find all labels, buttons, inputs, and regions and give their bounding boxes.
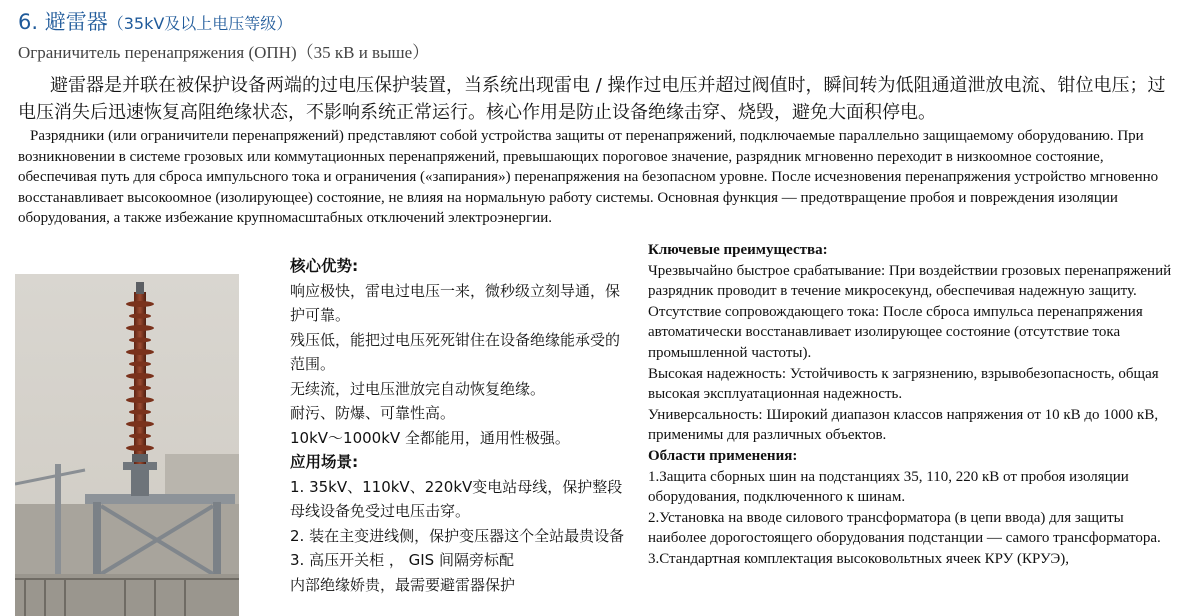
cn-advantage-item: 响应极快，雷电过电压一来，微秒级立刻导通，保护可靠。: [290, 281, 621, 324]
cn-advantage-item: 无续流，过电压泄放完自动恢复绝缘。: [290, 379, 546, 398]
cn-application-item: 3. 高压开关柜 ， GIS 间隔旁标配: [290, 551, 514, 569]
cn-advantage-item: 残压低，能把过电压死死钳住在设备绝缘能承受的范围。: [290, 330, 621, 373]
section-title: [18, 6, 292, 36]
surge-arrester-photo: [15, 274, 239, 616]
cn-advantages-heading: 核心优势:: [290, 257, 359, 275]
russian-details: [648, 240, 1178, 570]
cn-advantage-item: 10kV～1000kV 全都能用，通用性极强。: [290, 428, 570, 447]
title-main: 6. 避雷器: [18, 10, 108, 34]
ru-applications-heading: Области применения:: [648, 447, 798, 464]
russian-subtitle: Ограничитель перенапряжения (ОПН)（35 кВ и выше）: [18, 43, 430, 62]
ru-application-item: 2.Установка на вводе силового трансформатора (в цепи ввода) для защиты наиболее дорогостоящего оборудования подстанции — самого трансформатора.: [648, 509, 1161, 547]
ru-advantage-item: Чрезвычайно быстрое срабатывание: При воздействии грозовых перенапряжений разрядник проводит в течение микросекунд, обеспечивая надежную защиту.: [648, 262, 1172, 300]
chinese-intro-paragraph: 避雷器是并联在被保护设备两端的过电压保护装置，当系统出现雷电 / 操作过电压并超过阀值时，瞬间转为低阻通道泄放电流、钳位电压；过电压消失后迅速恢复高阻绝缘状态，不影响系统正常运行。核心作用是防止设备绝缘击穿、烧毁，避免大面积停电。: [18, 75, 1166, 123]
ru-advantage-item: Универсальность: Широкий диапазон классов напряжения от 10 кВ до 1000 кВ, применимы для различных объектов.: [648, 406, 1159, 444]
russian-intro-paragraph: Разрядники (или ограничители перенапряжений) представляют собой устройства защиты от перенапряжений, подключаемые параллельно защищаемому оборудованию. При возникновении в системе грозовых или коммутационных перенапряжений, превышающих пороговое значение, разрядник мгновенно переходит в низкоомное состояние, обеспечивая путь для сброса импульсного тока и ограничения («запирания») перенапряжения на безопасном уровне. После исчезновения перенапряжения устройство мгновенно восстанавливает высокоомное (изолирующее) состояние, не влияя на нормальную работу системы. Основная функция — предотвращение пробоя и повреждения изоляции оборудования, а также избежание крупномасштабных отключений электроэнергии.: [18, 128, 1159, 227]
title-voltage-class: （35kV及以上电压等级）: [107, 14, 293, 33]
cn-application-item: 内部绝缘娇贵，最需要避雷器保护: [290, 575, 516, 594]
cn-advantage-item: 耐污、防爆、可靠性高。: [290, 404, 456, 422]
ru-application-item: 3.Стандартная комплектация высоковольтных ячеек КРУ (КРУЭ),: [648, 550, 1070, 567]
cn-application-item: 1. 35kV、110kV、220kV变电站母线，保护整段母线设备免受过电压击穿。: [290, 477, 623, 520]
cn-application-item: 2. 装在主变进线侧，保护变压器这个全站最贵设备: [290, 526, 625, 545]
ru-advantage-item: Отсутствие сопровождающего тока: После сброса импульса перенапряжения автоматически восстанавливает изолирующее состояние (отсутствие тока промышленной частоты).: [648, 303, 1143, 361]
ru-application-item: 1.Защита сборных шин на подстанциях 35, 110, 220 кВ от пробоя изоляции оборудования, подключенного к шинам.: [648, 468, 1129, 506]
ru-advantage-item: Высокая надежность: Устойчивость к загрязнению, взрывобезопасность, общая высокая эксплуатационная надежность.: [648, 365, 1159, 403]
chinese-details: [290, 254, 630, 597]
cn-applications-heading: 应用场景:: [290, 453, 359, 471]
ru-advantages-heading: Ключевые преимущества:: [648, 242, 828, 258]
